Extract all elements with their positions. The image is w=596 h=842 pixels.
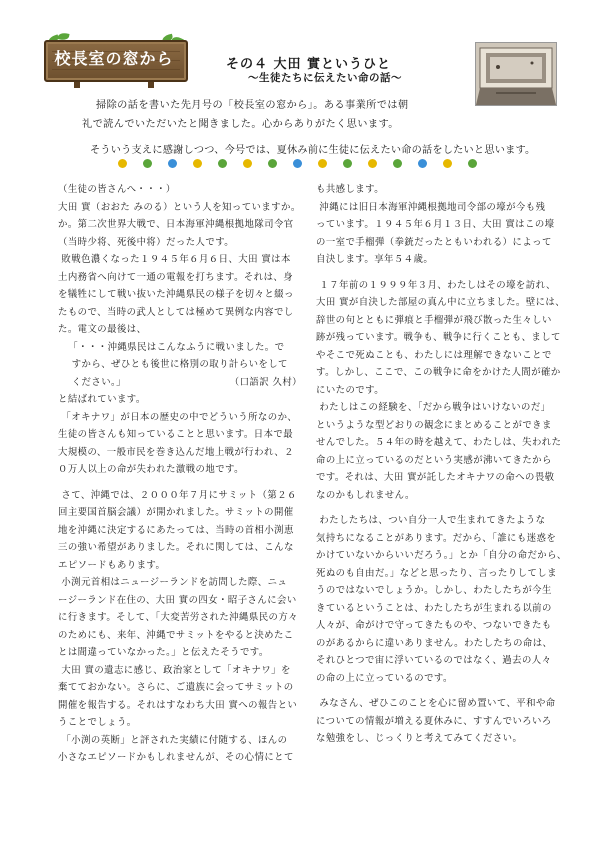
paragraph: 大規模の、一般市民を巻き込んだ地上戦が行われ、２: [58, 446, 294, 458]
paragraph: 辞世の句とともに弾痕と手榴弾が飛び散った生々しい: [316, 314, 552, 326]
divider-dot: [193, 159, 202, 168]
quote: 「・・・沖縄県民はこんなふうに戦いました。で: [58, 341, 285, 353]
paragraph: 沖縄には旧日本海軍沖縄根拠地司令部の壕が今も残: [316, 201, 546, 213]
divider-dot: [218, 159, 227, 168]
divider-dot: [168, 159, 177, 168]
paragraph: なのかもしれません。: [316, 489, 415, 501]
paragraph: うのではないでしょうか。しかし、わたしたちが今生: [316, 585, 552, 596]
paragraph: 棄てておかない。さらに、ご遺族に会ってサミットの: [58, 682, 294, 693]
paragraph: 地を沖縄に決定するにあたっては、当時の首相小渕恵: [58, 524, 294, 536]
paragraph: 大田 實（おおた みのる）という人を知っていますか。: [58, 201, 301, 213]
divider-dot: [368, 159, 377, 168]
paragraph: １７年前の１９９９年３月、わたしはその壕を訪れ、: [316, 279, 556, 291]
paragraph: 気持ちになることがあります。だから、「誰にも迷惑を: [316, 532, 557, 544]
paragraph: た。電文の最後は、: [58, 324, 147, 335]
paragraph: 敗戦色濃くなった１９４５年６月６日、大田 實は本: [58, 254, 291, 265]
divider-dot: [343, 159, 352, 168]
paragraph: とは間違っていなかった。」と伝えたそうです。: [58, 647, 269, 658]
paragraph: きているということは、わたしたちが生まれる以前の: [316, 602, 552, 614]
paragraph: うことでしょう。: [58, 717, 137, 728]
paragraph: さて、沖縄では、２０００年７月にサミット（第２６: [58, 489, 297, 501]
paragraph: と結ばれています。: [58, 394, 146, 405]
paragraph: 人々が、命がけで守ってきたものや、つないできたも: [316, 620, 552, 631]
column-sign: [44, 40, 184, 86]
paragraph: 「小渕の英断」と評された実績に付随する、ほんの: [58, 734, 288, 746]
paragraph: 開催を報告する。それはすなわち大田 實への報告とい: [58, 699, 298, 711]
paragraph: わたしたちは、つい自分一人で生まれてきたような: [316, 515, 546, 526]
paragraph: のためにも、来年、沖縄でサミットをやると決めたこ: [58, 629, 294, 641]
divider-dot: [143, 159, 152, 168]
quote-attribution: （口語訳 久村）: [229, 376, 302, 388]
paragraph: についての情報が増える夏休みに、すすんでいろいろ: [316, 715, 552, 727]
divider-dot: [468, 159, 477, 168]
bunker-photo: [475, 42, 557, 106]
intro-line: 掃除の話を書いた先月号の「校長室の窓から」。ある事業所では朝: [96, 100, 409, 111]
paragraph: わたしはこの経験を、「だから戦争はいけないのだ」: [316, 402, 551, 413]
paragraph: ージーランド在住の、大田 實の四女・昭子さんに会い: [58, 594, 297, 606]
divider-dot: [418, 159, 427, 168]
paragraph: の命の上に立っているのです。: [316, 672, 453, 684]
paragraph: 大田 實の遺志に感じ、政治家として「オキナワ」を: [58, 664, 291, 676]
paragraph: かけていないからいいだろう。」とか「自分の命だから、: [316, 550, 567, 561]
paragraph: も共感します。: [316, 184, 385, 195]
divider-dot: [268, 159, 277, 168]
divider-dot: [118, 159, 127, 168]
paragraph: 回主要国首脳会議）が開かれました。サミットの開催: [58, 507, 294, 518]
paragraph: か。第二次世界大戦で、日本海軍沖縄根拠地隊司令官: [58, 219, 294, 230]
paragraph: 生徒の皆さんも知っていることと思います。日本で最: [58, 429, 294, 440]
paragraph: 三の強い希望がありました。それに関しては、こんな: [58, 542, 294, 553]
article-subtitle: ～生徒たちに伝えたい命の話～: [248, 72, 402, 84]
quote: すから、ぜひとも後世に格別の取り計らいをして: [58, 359, 288, 370]
dot-divider: [118, 159, 488, 171]
divider-dot: [393, 159, 402, 168]
paragraph: す。しかし、ここで、この戦争に命をかけた人間が確か: [316, 367, 561, 378]
intro-line: そういう支えに感謝しつつ、今号では、夏休み前に生徒に伝えたい命の話をしたいと思います。: [90, 145, 536, 156]
paragraph: を犠牲にして戦い抜いた沖縄県民の様子を切々と綴っ: [58, 289, 294, 300]
divider-dot: [318, 159, 327, 168]
paragraph: というような型どおりの観念にまとめることができま: [316, 419, 552, 431]
paragraph: です。それは、大田 實が託したオキナワの命への畏敬: [316, 472, 555, 483]
paragraph: 死ぬのも自由だ。」などと思ったり、言ったりしてしま: [316, 567, 557, 579]
paragraph: っています。１９４５年６月１３日、大田 實はこの壕: [316, 219, 555, 230]
paragraph: 跡が残っています。戦争も、戦争に行くことも、まして: [316, 332, 561, 343]
paragraph: の一室で手榴弾（拳銃だったともいわれる）によって: [316, 236, 552, 248]
intro-line: 礼で読んでいただいたと聞きました。心からありがたく思います。: [82, 119, 399, 130]
article-title: その４ 大田 實というひと: [226, 57, 392, 72]
divider-dot: [243, 159, 252, 168]
paragraph: （当時少将、死後中将）だった人です。: [58, 236, 235, 248]
paragraph: それひとつで宙に浮いているのではなく、過去の人々: [316, 655, 552, 666]
paragraph: 小渕元首相はニュージーランドを訪問した際、ニュ: [58, 577, 288, 588]
paragraph: 自決します。享年５４歳。: [316, 254, 434, 265]
quote-row: [58, 374, 302, 392]
sign-title: 校長室の窓から: [54, 49, 174, 68]
paragraph: やそこで死ぬことも、わたしには理解できないことで: [316, 349, 552, 361]
paragraph: にいたのです。: [316, 384, 385, 396]
paragraph: みなさん、ぜひこのことを心に留め置いて、平和や命: [316, 698, 556, 709]
paragraph: な勉強をし、じっくりと考えてみてください。: [316, 733, 523, 744]
quote: ください。」: [58, 376, 126, 388]
divider-dot: [443, 159, 452, 168]
paragraph: 土内務省へ向けて一通の電報を打ちます。それは、身: [58, 271, 294, 283]
divider-dot: [293, 159, 302, 168]
paragraph: せんでした。５４年の時を越えて、わたしは、失われた: [316, 437, 562, 448]
paragraph: エピソードもあります。: [58, 559, 166, 571]
paragraph: 大田 實が自決した部屋の真ん中に立ちました。壁には、: [316, 297, 566, 308]
paragraph: のがあるからに違いありません。わたしたちの命は、: [316, 637, 553, 649]
paragraph: 小さなエピソードかもしれませんが、その心情にとて: [58, 752, 294, 763]
paragraph: （生徒の皆さんへ・・・）: [58, 184, 176, 195]
right-column: [316, 181, 567, 748]
paragraph: たもので、当時の武人としては極めて異例な内容でし: [58, 306, 294, 318]
left-column: [58, 181, 308, 767]
paragraph: 「オキナワ」が日本の歴史の中でどういう所なのか、: [58, 411, 298, 423]
paragraph: に行きます。そして、「大変苦労された沖縄県民の方々: [58, 612, 298, 623]
paragraph: 命の上に立っているのだという実感が沸いてきたから: [316, 454, 552, 466]
paragraph: ０万人以上の命が失われた激戦の地です。: [58, 464, 244, 475]
